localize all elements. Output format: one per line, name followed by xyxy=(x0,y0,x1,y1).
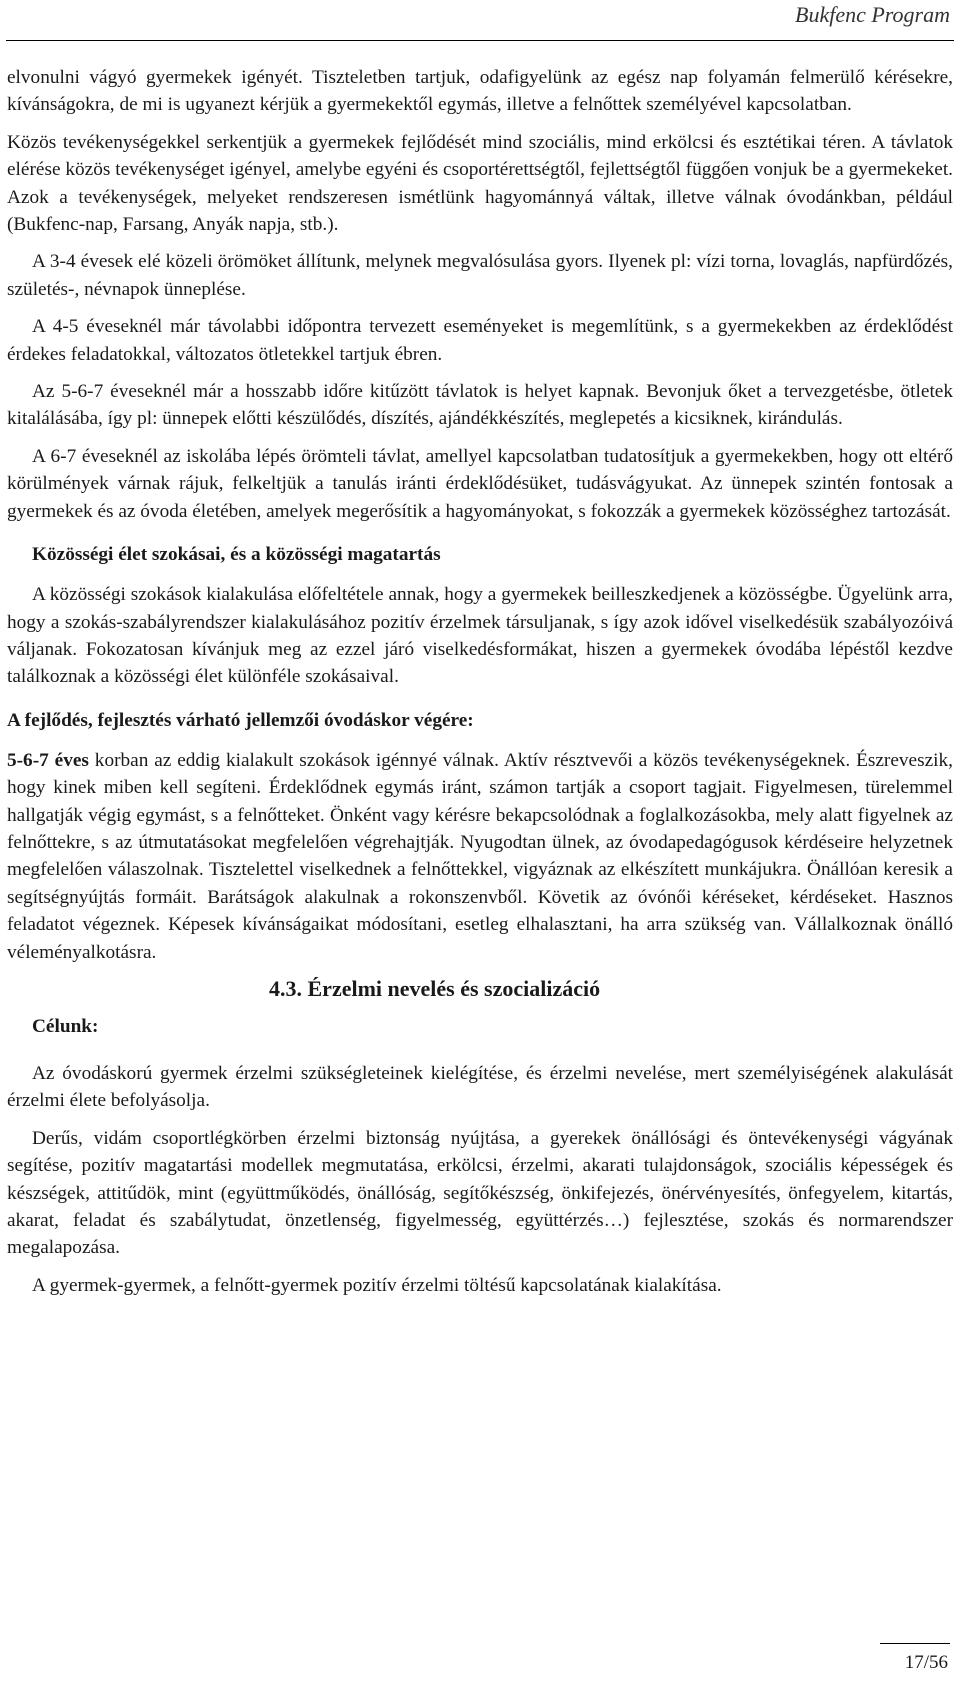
paragraph-expected-development xyxy=(7,747,953,966)
heading-expected-development: A fejlődés, fejlesztés várható jellemzői óvodáskor végére: xyxy=(7,709,474,731)
goal-label: Célunk: xyxy=(32,1015,99,1037)
section-header-row xyxy=(7,976,953,1050)
section-title: 4.3. Érzelmi nevelés és szocializáció xyxy=(269,975,601,1001)
page-header xyxy=(0,0,960,40)
header-divider xyxy=(6,40,954,41)
paragraph-age-6-7: A 6-7 éveseknél az iskolába lépés örömteli távlat, amellyel kapcsolatban tudatosítjuk a gyermekekben, hogy ott eltérő körülmények várnak rájuk, felkeltjük a tanulás iránti érdeklődésüket, tudásvágyukat. Az ünnepek szintén fontosak a gyermekek és az óvoda életében, amelyek megerősítik a hagyományokat, s fokozzák a gyermekek közösséghez tartozását. xyxy=(7,445,953,522)
paragraph-shared-activities: Közös tevékenységekkel serkentjük a gyermekek fejlődését mind szociális, mind erkölcsi és esztétikai téren. A távlatok elérése közös tevékenységet igényel, amelybe egyéni és csoportérettségtől, fejlettségtől függően vonjuk be a gyermekeket. Azok a tevékenységek, melyeket rendszeresen ismétlünk hagyománnyá váltak, illetve válnak óvodánkban, például (Bukfenc-nap, Farsang, Anyák napja, stb.). xyxy=(7,131,953,236)
header-title: Bukfenc Program xyxy=(795,2,950,27)
heading-community-habits: Közösségi élet szokásai, és a közösségi magatartás xyxy=(32,544,441,566)
paragraph-community-habits: A közösségi szokások kialakulása előfeltétele annak, hogy a gyermekek beilleszkedjenek a közösségbe. Ügyelünk arra, hogy a szokás-szabályrendszer kialakulásához pozitív érzelmek társuljanak, s így azok idővel viselkedésük szabályozóivá váljanak. Fokozatosan kívánjuk meg az ezzel járó viselkedésformákat, hiszen a gyermekek óvodába lépéstől kezdve találkoznak a közösségi élet különféle szokásaival. xyxy=(7,584,953,688)
footer-divider xyxy=(880,1643,950,1644)
paragraph-emotional-security: Derűs, vidám csoportlégkörben érzelmi biztonság nyújtása, a gyerekek önállósági és öntevékenységi vágyának segítése, pozitív magatartási modellek megmutatása, erkölcsi, érzelmi, akarati tulajdonságok, szociális képességek és készségek, attitűdök, mint (együttműködés, önállóság, segítőkészség, önkifejezés, önérvényesítés, önfegyelem, kitartás, akarat, feladat és szabálytudat, önzetlenség, figyelmesség, együttérzés…) fejlesztése, szokás és normarendszer megalapozása. xyxy=(7,1127,953,1259)
paragraph-age-4-5: A 4-5 éveseknél már távolabbi időpontra tervezett eseményeket is megemlítünk, s a gyermekekben az érdeklődést érdekes feladatokkal, változatos ötletekkel tartjuk ébren. xyxy=(7,316,953,365)
age-group-label: 5-6-7 éves xyxy=(7,749,89,771)
paragraph-age-3-4: A 3-4 évesek elé közeli örömöket állítunk, melynek megvalósulása gyors. Ilyenek pl: vízi torna, lovaglás, napfürdőzés, születés-, névnapok ünneplése. xyxy=(7,251,953,300)
development-text: korban az eddig kialakult szokások igénnyé válnak. Aktív résztvevői a közös tevékenységeknek. Észreveszik, hogy kinek miben kell segíteni. Érdeklődnek egymás iránt, számon tartják a csoport tagjait. Figyelmesen, türelemmel hallgatják végig egymást, s a felnőtteket. Önként vagy kérésre bekapcsolódnak a foglalkozásokba, mely alatt figyelnek az felnőttekre, s az útmutatásokat megfelelően végrehajtják. Nyugodtan ülnek, az óvodapedagógusok kérdéseire helyzetnek megfelelően válaszolnak. Tisztelettel viselkednek a felnőttekkel, vigyáznak az elkészített munkájukra. Önállóan keresik a segítségnyújtás formáit. Barátságok alakulnak a rokonszenvből. Követik az óvónői kéréseket, kérdéseket. Hasznos feladatot végeznek. Képesek kívánságaikat módosítani, esetleg elhalasztani, ha arra szükség van. Vállalkoznak önálló véleményalkotásra. xyxy=(7,749,953,963)
paragraph-intro: elvonulni vágyó gyermekek igényét. Tiszteletben tartjuk, odafigyelünk az egész nap folyamán felmerülő kérésekre, kívánságokra, de mi is ugyanezt kérjük a gyermekektől egymás, illetve a felnőttek személyével kapcsolatban. xyxy=(7,67,953,116)
page-number: 17/56 xyxy=(904,1652,948,1673)
paragraph-age-5-7: Az 5-6-7 éveseknél már a hosszabb időre kitűzött távlatok is helyet kapnak. Bevonjuk őket a tervezgetésbe, ötletek kitalálásába, így pl: ünnepek előtti készülődés, díszítés, ajándékkészítés, meglepetés a kicsiknek, kirándulás. xyxy=(7,381,953,430)
paragraph-emotional-needs: Az óvodáskorú gyermek érzelmi szükségleteinek kielégítése, és érzelmi nevelése, mert személyiségének alakulását érzelmi élete befolyásolja. xyxy=(7,1062,953,1112)
paragraph-relationships: A gyermek-gyermek, a felnőtt-gyermek pozitív érzelmi töltésű kapcsolatának kialakítása. xyxy=(32,1274,722,1296)
page-content xyxy=(7,64,953,1299)
